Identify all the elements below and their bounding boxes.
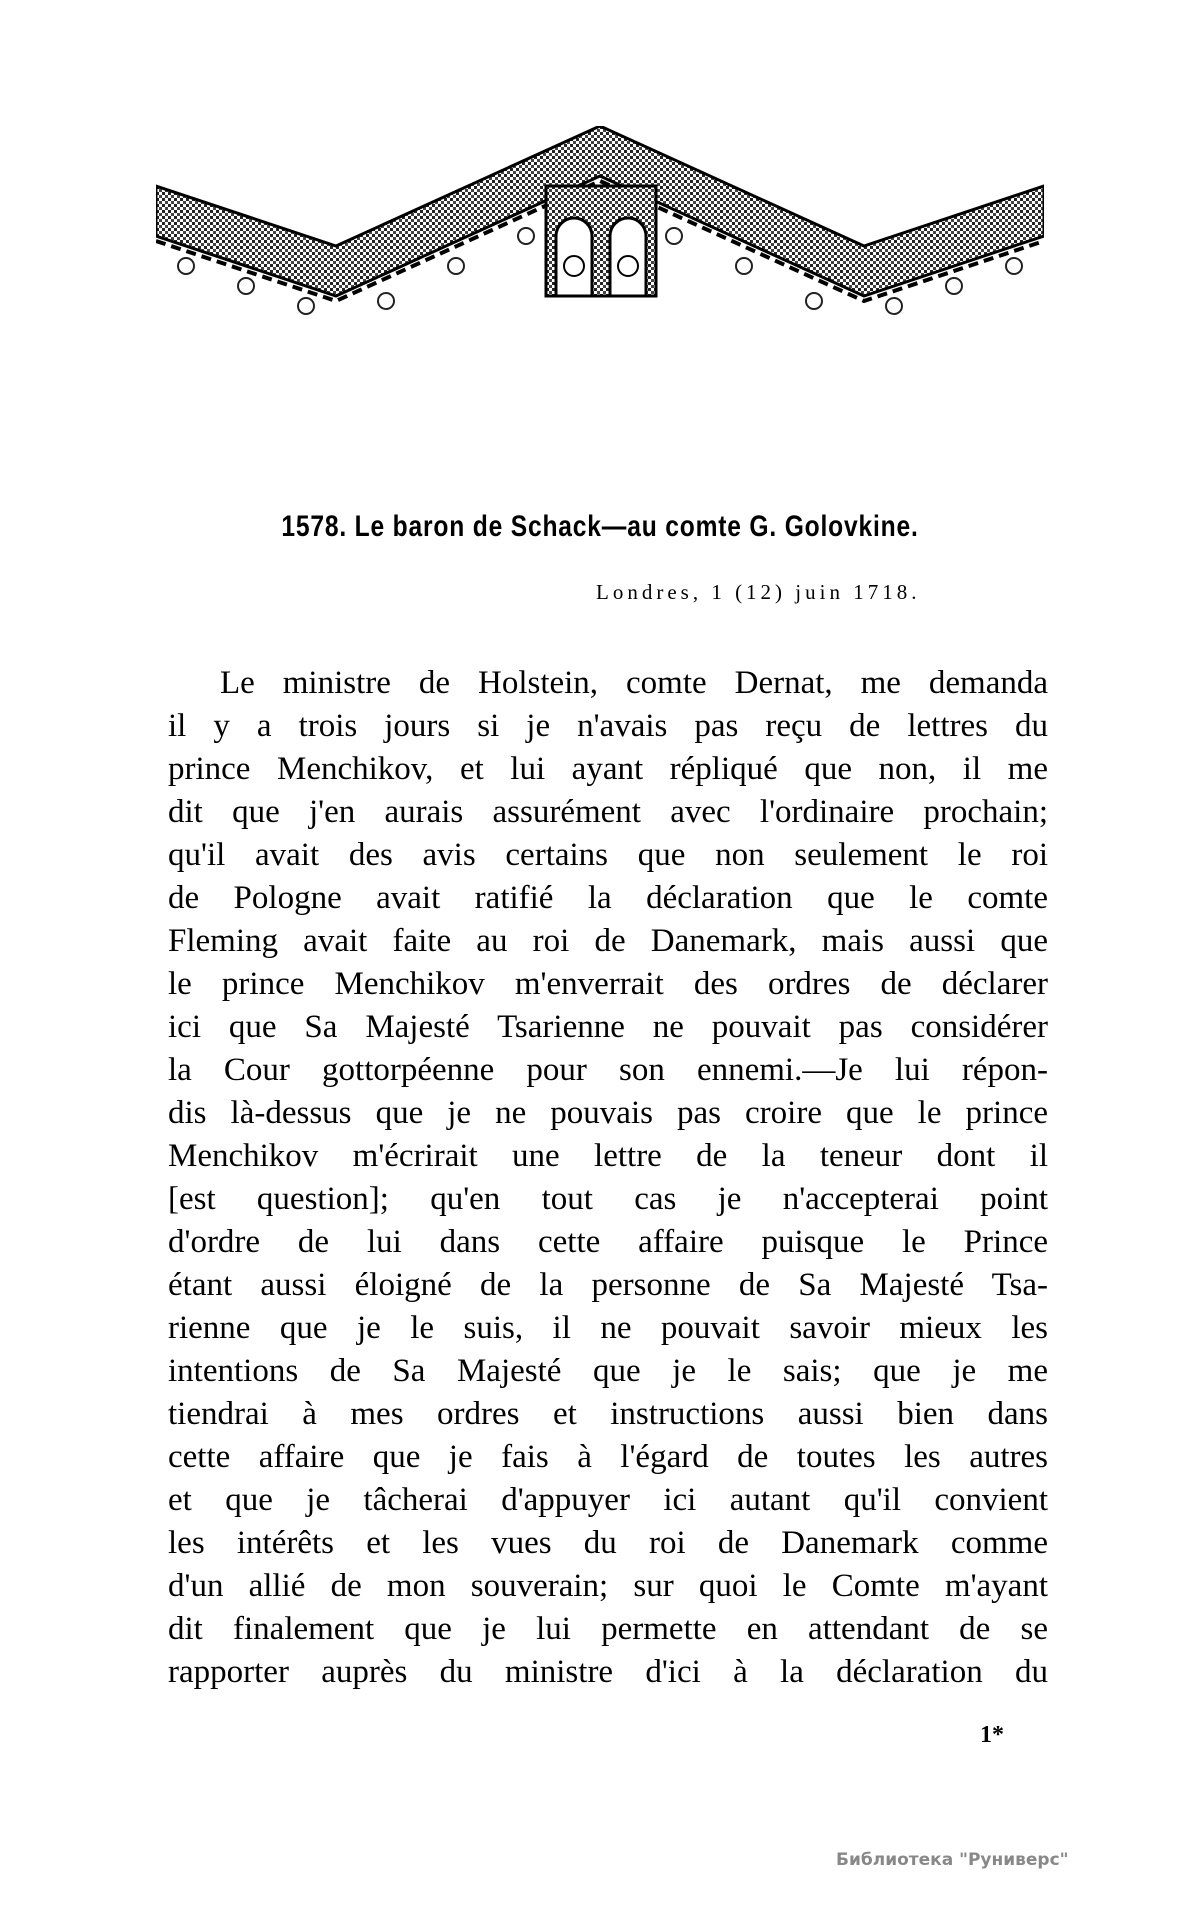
- body-line: et que je tâcherai d'appuyer ici autant qu'il convient: [168, 1482, 1048, 1518]
- body-line: intentions de Sa Majesté que je le sais; que je me: [168, 1353, 1048, 1389]
- body-line: d'ordre de lui dans cette affaire puisque le Prince: [168, 1224, 1048, 1260]
- body-line: ici que Sa Majesté Tsarienne ne pouvait pas considérer: [168, 1009, 1048, 1045]
- body-line: il y a trois jours si je n'avais pas reçu de lettres du: [168, 708, 1048, 744]
- letter-body: [168, 662, 1048, 1694]
- body-line: étant aussi éloigné de la personne de Sa Majesté Tsa-: [168, 1267, 1048, 1303]
- body-line: Fleming avait faite au roi de Danemark, mais aussi que: [168, 923, 1048, 959]
- library-watermark: Библиотека "Руниверс": [836, 1850, 1069, 1870]
- body-line: cette affaire que je fais à l'égard de toutes les autres: [168, 1439, 1048, 1475]
- body-line: Le ministre de Holstein, comte Dernat, me demanda: [220, 665, 1048, 701]
- body-line: la Cour gottorpéenne pour son ennemi.—Je lui répon-: [168, 1052, 1048, 1088]
- body-line: les intérêts et les vues du roi de Danemark comme: [168, 1525, 1048, 1561]
- body-line: qu'il avait des avis certains que non seulement le roi: [168, 837, 1048, 873]
- body-line: prince Menchikov, et lui ayant répliqué que non, il me: [168, 751, 1048, 787]
- body-line: d'un allié de mon souverain; sur quoi le Comte m'ayant: [168, 1568, 1048, 1604]
- body-line: [est question]; qu'en tout cas je n'accepterai point: [168, 1181, 1048, 1217]
- page-signature: 1*: [980, 1722, 1004, 1748]
- decorative-headpiece-ornament: [156, 126, 1044, 332]
- letter-title: 1578. Le baron de Schack—au comte G. Golovkine.: [281, 510, 919, 543]
- letter-dateline: Londres, 1 (12) juin 1718.: [596, 580, 921, 604]
- body-line: Menchikov m'écrirait une lettre de la teneur dont il: [168, 1138, 1048, 1174]
- body-line: tiendrai à mes ordres et instructions aussi bien dans: [168, 1396, 1048, 1432]
- body-line: dit finalement que je lui permette en attendant de se: [168, 1611, 1048, 1647]
- body-line: dit que j'en aurais assurément avec l'ordinaire prochain;: [168, 794, 1048, 830]
- body-line: de Pologne avait ratifié la déclaration que le comte: [168, 880, 1048, 916]
- body-line: dis là-dessus que je ne pouvais pas croire que le prince: [168, 1095, 1048, 1131]
- body-line: rapporter auprès du ministre d'ici à la déclaration du: [168, 1654, 1048, 1690]
- body-line: le prince Menchikov m'enverrait des ordres de déclarer: [168, 966, 1048, 1002]
- body-line: rienne que je le suis, il ne pouvait savoir mieux les: [168, 1310, 1048, 1346]
